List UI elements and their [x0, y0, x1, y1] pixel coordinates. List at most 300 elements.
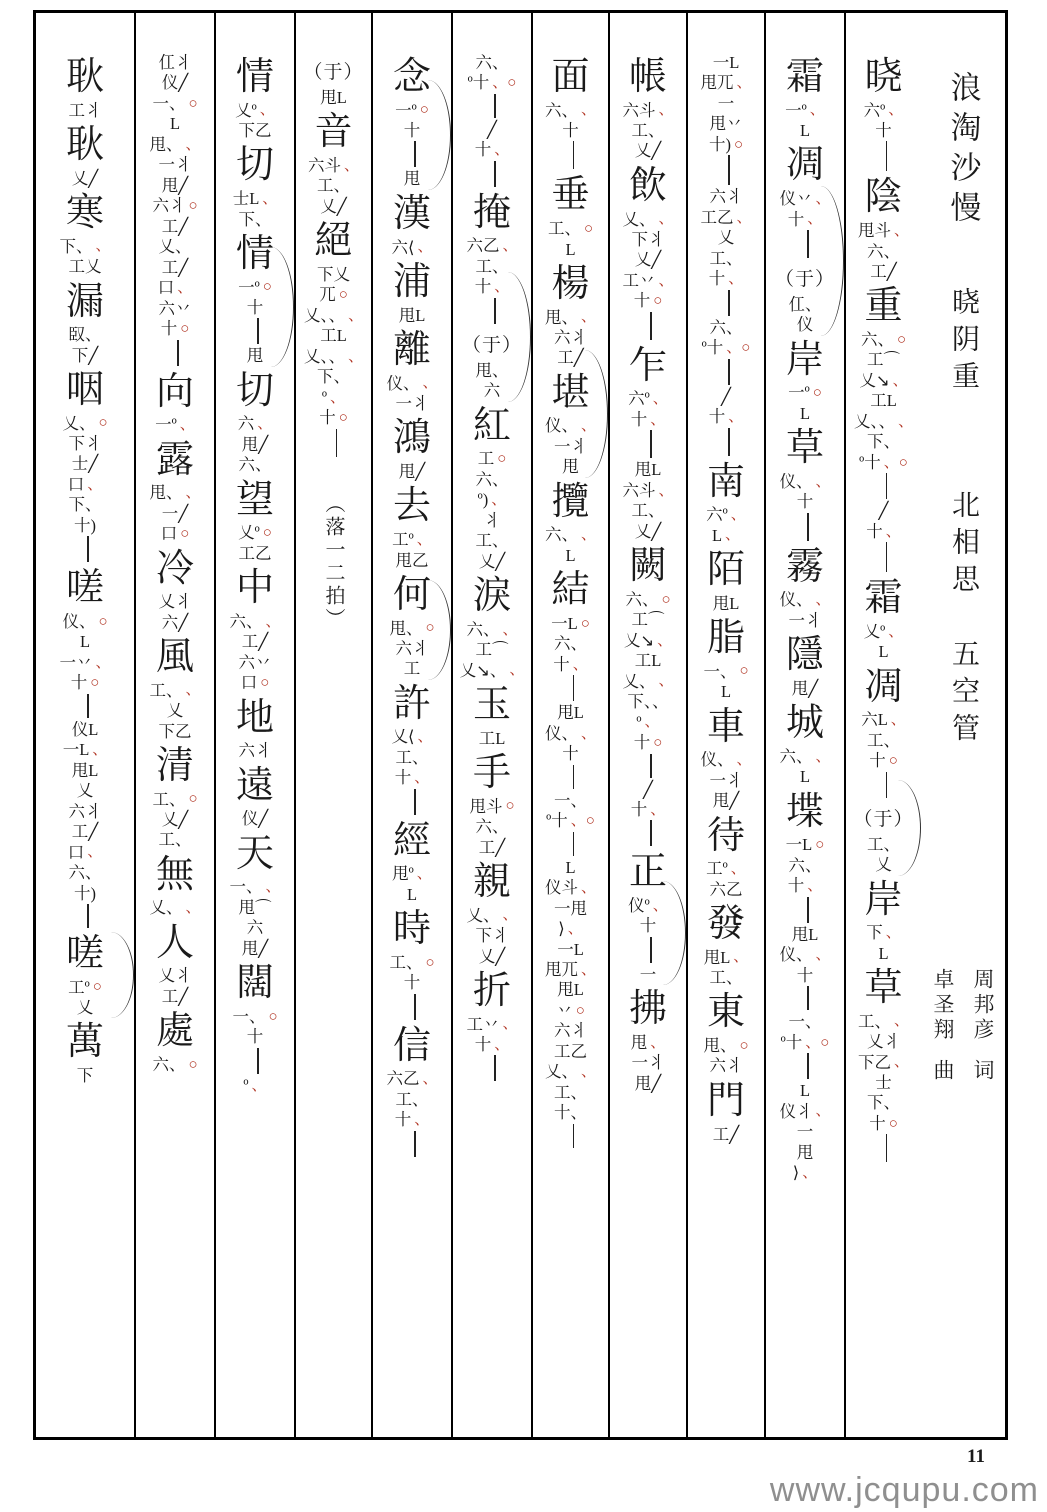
beat-mark: 、 — [893, 222, 909, 239]
notation-pitch: 六º — [628, 389, 650, 409]
notation-pitch: 仪º — [628, 895, 650, 915]
notation — [71, 674, 100, 692]
notation — [554, 900, 587, 918]
notation-pitch: 甩乙 — [395, 550, 429, 570]
notation — [476, 927, 509, 945]
notation-pitch: L — [878, 943, 889, 963]
lyric-char: 車 — [706, 705, 745, 748]
notation — [396, 552, 429, 570]
notation-pitch: 六、 — [229, 611, 263, 631]
notation — [69, 435, 102, 453]
lyric-char: 耿 — [65, 56, 104, 98]
lyric-char: 寒 — [65, 192, 104, 235]
notation-pitch: L — [799, 1081, 811, 1101]
beat-mark: 、 — [728, 408, 744, 425]
notation — [554, 1022, 587, 1040]
notation-pitch: 工、 — [631, 501, 665, 521]
notation — [395, 769, 430, 787]
lyric-char: 隱 — [785, 634, 824, 677]
notation-pitch: 十 — [633, 291, 651, 311]
notation — [854, 413, 913, 431]
notation — [779, 1103, 830, 1121]
notation — [396, 1091, 429, 1109]
notation — [702, 339, 751, 357]
beat-mark: ○ — [653, 734, 663, 751]
notation-pitch: 甩 — [562, 457, 579, 477]
notation — [475, 1036, 510, 1054]
notation-pitch: 十 — [869, 1113, 886, 1133]
notation-pitch: 乂 — [76, 781, 94, 801]
beat-mark: ○ — [180, 320, 190, 337]
notation — [62, 613, 107, 631]
notation — [161, 320, 190, 338]
lyric-char: 淚 — [472, 575, 511, 618]
notation — [149, 899, 200, 917]
notation-pitch: 工乙 — [700, 207, 734, 227]
notation-pitch: 六丬 — [554, 327, 587, 347]
notation — [476, 362, 509, 380]
notation — [861, 331, 906, 349]
beat-mark: 、 — [888, 623, 904, 640]
lyric-char: 手 — [472, 752, 511, 795]
beat-mark: ○ — [425, 954, 435, 971]
notation-pitch: 六、 — [625, 589, 659, 609]
notation-pitch: 六╱ — [161, 612, 189, 632]
notation — [77, 782, 94, 800]
notation-pitch: 下、 — [68, 495, 102, 515]
notation-pitch: 甩L — [71, 760, 99, 780]
beat-mark: 、 — [92, 742, 108, 759]
sustain-line — [336, 429, 338, 457]
notation-pitch: L — [878, 642, 889, 662]
notation-pitch: 一 — [717, 93, 735, 113]
notation-pitch: 工丷 — [622, 270, 656, 290]
notation-pitch: 一L — [62, 740, 90, 760]
notation-pitch: 仪、 — [544, 723, 578, 743]
notation — [709, 270, 744, 288]
notation — [554, 792, 587, 810]
lyric-char: 何 — [392, 573, 431, 616]
notation-pitch: 十 — [708, 407, 726, 427]
notation — [69, 864, 102, 882]
notation-pitch: 乂º — [235, 100, 257, 120]
notation-pitch: º — [321, 387, 328, 407]
notation-pitch: 工、 — [395, 747, 429, 767]
notation — [632, 611, 665, 629]
notation-pitch: 六 — [246, 918, 264, 938]
notation-pitch: 六、 — [788, 855, 822, 875]
notation — [479, 730, 506, 748]
notation-pitch: 甩º — [392, 864, 414, 884]
sustain-line — [886, 772, 888, 798]
notation — [779, 190, 830, 208]
notation-pitch: 十 — [866, 521, 883, 541]
notation — [239, 654, 272, 672]
sustain-line — [807, 513, 809, 541]
notation-pitch: 甩、 — [149, 483, 183, 503]
beat-mark: ○ — [98, 613, 108, 630]
notation-pitch: 甩L — [634, 460, 662, 480]
notation-pitch: 甩L — [320, 88, 347, 107]
beat-mark: 、 — [893, 1013, 909, 1030]
notation — [72, 347, 98, 365]
beat-mark: 、 — [348, 307, 364, 324]
notation — [399, 307, 426, 325]
beat-mark: 、 — [567, 920, 583, 937]
notation — [545, 102, 596, 120]
website-url: www.jcqupu.com — [769, 1471, 1039, 1509]
beat-mark: 、 — [658, 272, 674, 289]
notation-pitch: 六丬 — [554, 1021, 587, 1041]
beat-mark: ○ — [815, 837, 825, 854]
lyric-char: 門 — [706, 1079, 745, 1122]
notation — [468, 74, 517, 92]
notation-pitch: 六、 — [544, 100, 578, 120]
lyric-char: 遠 — [235, 764, 274, 807]
notation — [476, 818, 509, 836]
notation — [797, 1144, 814, 1162]
notation-pitch: 六、 — [68, 863, 102, 883]
notation — [565, 547, 575, 565]
notation-pitch: 甩、 — [389, 618, 423, 638]
notation-pitch: 甩╱ — [161, 175, 189, 195]
sustain-line — [807, 1053, 809, 1079]
notation — [553, 656, 588, 674]
notation — [786, 836, 825, 854]
notation-pitch: 十 — [630, 409, 648, 429]
beat-mark: 、 — [502, 238, 518, 255]
lyric-char: 念 — [392, 56, 431, 98]
beat-mark: 、 — [185, 136, 201, 153]
notation — [713, 595, 740, 613]
lyric-char: 闕 — [628, 545, 667, 588]
notation — [859, 454, 908, 472]
notation-pitch: 六丬 — [238, 741, 272, 761]
notation — [229, 613, 280, 631]
beat-mark: ○ — [338, 410, 348, 427]
col-3-nan-mo-zhi-che — [688, 13, 766, 1437]
beat-mark: 、 — [652, 391, 668, 408]
lyric-char: 向 — [155, 370, 194, 413]
lyric-char: 霜 — [864, 577, 903, 620]
notation — [797, 493, 814, 511]
notation-pitch: 十 — [869, 751, 886, 771]
notation — [858, 1054, 909, 1072]
col-7-nian-han-pu — [373, 13, 453, 1437]
notation — [545, 417, 596, 435]
notation-pitch: 乂丬 — [158, 592, 192, 612]
sustain-line — [807, 986, 809, 1010]
notation-pitch: 工、 — [389, 952, 423, 972]
lyric-char: 音 — [314, 111, 353, 154]
notation — [710, 188, 743, 206]
beat-mark: 、 — [728, 271, 744, 288]
beat-mark: ○ — [505, 798, 515, 815]
notation-pitch: 仪、 — [779, 945, 813, 965]
notation — [247, 919, 264, 937]
notation-pitch: 六º — [863, 100, 886, 120]
sustain-line — [87, 694, 89, 718]
notation-pitch: º — [243, 1075, 249, 1095]
notation — [466, 621, 517, 639]
lyric-char: 親 — [472, 861, 511, 904]
notation-pitch: 一、 — [554, 790, 587, 810]
notation-pitch: 乂╱ — [634, 250, 662, 270]
beat-mark: 、 — [502, 621, 518, 638]
notation — [242, 810, 268, 828]
notation-pitch: 工⌒ — [631, 610, 665, 630]
notation — [392, 728, 433, 746]
notation — [395, 1111, 430, 1129]
notation — [628, 897, 668, 915]
notation — [870, 392, 897, 410]
notation-pitch: 乂、、 — [853, 411, 896, 431]
notation — [562, 458, 579, 476]
notation-pitch: 一L — [557, 939, 584, 959]
notation — [69, 258, 102, 276]
notation-pitch: 甩L — [557, 980, 584, 1000]
notation-pitch: L — [720, 682, 732, 702]
annotation: （于） — [461, 334, 522, 356]
beat-mark: ○ — [653, 293, 663, 310]
beat-mark: 、 — [644, 714, 660, 731]
notation — [631, 801, 666, 819]
notation — [557, 981, 584, 999]
notation — [789, 1013, 822, 1031]
lyric-char: 人 — [155, 921, 194, 964]
notation-pitch: 六丬 — [68, 801, 102, 821]
beat-mark: 、 — [892, 372, 908, 389]
notation — [239, 211, 272, 229]
annotation: （于） — [853, 808, 914, 830]
beat-mark: 、 — [725, 527, 741, 544]
beat-mark: 、 — [265, 879, 281, 896]
notation-pitch: 十 — [708, 269, 726, 289]
notation-pitch: 甩╱ — [791, 678, 819, 698]
notation-pitch: 一º — [238, 277, 260, 297]
notation-pitch: 士╱ — [71, 454, 99, 474]
notation-pitch: 甩 — [403, 169, 421, 189]
notation — [238, 415, 273, 433]
notation — [712, 527, 740, 545]
notation-pitch: 一甩 — [554, 898, 587, 918]
notation — [159, 723, 192, 741]
beat-mark: 、 — [259, 102, 275, 119]
notation — [721, 388, 731, 406]
notation — [622, 272, 673, 290]
beat-mark: ○ — [739, 663, 749, 680]
col-4-zhang-yin-zha-que — [610, 13, 688, 1437]
first-line-label: 晓阴重 — [948, 287, 979, 398]
beat-mark: ○ — [583, 220, 594, 237]
notation — [779, 473, 830, 491]
beat-mark: 、 — [657, 632, 673, 649]
notation — [235, 102, 275, 120]
beat-mark: 、 — [580, 309, 596, 326]
notation — [396, 749, 429, 767]
notation-pitch: 一丬 — [554, 436, 587, 456]
notation — [149, 682, 200, 700]
notation-pitch: 工╱ — [712, 1124, 740, 1144]
beat-mark: 、 — [736, 75, 752, 92]
notation-pitch: 口 — [67, 474, 85, 494]
notation — [713, 54, 740, 72]
notation — [703, 663, 748, 681]
notation — [392, 531, 432, 549]
notation — [635, 523, 661, 541]
notation-pitch: 仪╱ — [241, 809, 269, 829]
notation — [238, 524, 272, 542]
notation-pitch: 甩丷 — [709, 114, 743, 134]
notation-pitch: 乂╱ — [320, 196, 347, 216]
notation-pitch: 工、 — [709, 968, 743, 987]
notation-pitch: 乂↘ — [859, 370, 890, 390]
composer-credit: 卓圣翔曲 — [931, 968, 955, 1084]
page-number: 11 — [967, 1446, 985, 1467]
notation — [170, 115, 180, 133]
notation-pitch: 十 — [630, 799, 648, 819]
sustain-line — [886, 1134, 888, 1162]
notation-pitch: 乂⟨ — [391, 727, 415, 747]
sustain-line — [414, 141, 416, 167]
notation — [404, 974, 421, 992]
notation — [864, 102, 904, 120]
sustain-line — [807, 897, 809, 923]
notation-pitch: 工L — [870, 391, 897, 411]
sustain-line — [886, 141, 888, 171]
col-8-yin-jue — [296, 13, 373, 1437]
notation — [320, 327, 347, 345]
beat-mark: 、 — [422, 1071, 438, 1088]
beat-mark: 、 — [885, 523, 901, 540]
notation — [700, 209, 751, 227]
notation — [557, 704, 584, 722]
notation — [554, 329, 587, 347]
notation — [386, 375, 437, 393]
notation — [247, 299, 264, 317]
beat-mark: 、 — [185, 682, 201, 699]
lyric-char: 乍 — [628, 344, 667, 387]
lyric-char: 漢 — [392, 192, 431, 235]
notation — [869, 752, 898, 770]
notation-pitch: 下丬 — [475, 926, 509, 946]
notation-pitch: 工╱ — [161, 986, 189, 1006]
lyric-char: 中 — [235, 567, 274, 610]
notation-pitch: 一、 — [232, 1006, 266, 1026]
notation — [545, 1063, 596, 1081]
notation — [152, 197, 197, 215]
notation — [460, 662, 525, 680]
notation-pitch: 工、 — [867, 730, 900, 750]
notation — [788, 384, 822, 402]
beat-mark: ○ — [419, 102, 429, 119]
notation — [710, 772, 743, 790]
notation — [718, 229, 735, 247]
notation — [72, 823, 98, 841]
notation — [624, 632, 672, 650]
beat-mark: ○ — [262, 279, 272, 296]
notation — [710, 250, 743, 268]
notation — [476, 471, 509, 489]
notation-pitch: 一、 — [152, 93, 186, 113]
beat-mark: 、○ — [805, 1034, 830, 1051]
beat-mark: 、 — [658, 673, 674, 690]
sustain-line — [650, 430, 652, 458]
notation-pitch: º) — [477, 490, 489, 510]
notation-pitch: 甩兀 — [700, 73, 734, 93]
beat-mark: 、 — [502, 907, 518, 924]
beat-mark: 、 — [733, 949, 749, 966]
beat-mark: 、 — [730, 506, 746, 523]
beat-mark: 、 — [572, 656, 588, 673]
notation-pitch: 工º — [392, 530, 414, 550]
notation — [74, 885, 96, 903]
lyric-char: 凋 — [864, 665, 903, 708]
beat-mark: 、 — [494, 142, 510, 159]
notation — [159, 593, 192, 611]
notation — [627, 693, 668, 711]
notation-pitch: 乂╱ — [478, 946, 506, 966]
beat-mark: 、 — [736, 209, 752, 226]
notation — [466, 1016, 517, 1034]
beat-mark: 、 — [414, 770, 430, 787]
notation-pitch: 下丬 — [68, 434, 102, 454]
notation — [69, 803, 102, 821]
notation — [709, 408, 744, 426]
notation-pitch: 仪斗 — [544, 878, 578, 898]
notation-pitch: 甩⌒ — [238, 897, 272, 917]
notation — [713, 792, 739, 810]
lyric-char: 萬 — [65, 1021, 104, 1064]
beat-mark: 、 — [807, 211, 823, 228]
notation — [476, 641, 509, 659]
notation-pitch: 甩╱ — [241, 938, 269, 958]
notation-pitch: L — [565, 239, 576, 259]
beat-mark: 、 — [650, 1034, 666, 1051]
beat-mark: 、 — [185, 484, 201, 501]
notation-pitch: 十 — [787, 876, 805, 896]
notation-pitch: 六、 — [475, 817, 509, 837]
notation — [392, 865, 432, 883]
notation-pitch: 下、 — [317, 367, 350, 387]
sustain-line — [494, 94, 496, 118]
beat-mark: 、 — [177, 279, 193, 296]
lyric-char: 闊 — [235, 962, 274, 1005]
lyric-char: 許 — [392, 682, 431, 725]
notation-pitch: 甩╱ — [634, 1073, 662, 1093]
beat-mark: 、 — [888, 102, 904, 119]
lyric-char: 耿 — [65, 124, 104, 167]
notation-pitch: 甩╱ — [712, 791, 740, 811]
lyric-char: 切 — [235, 369, 274, 412]
notation — [640, 917, 657, 935]
notation — [476, 258, 509, 276]
notation-pitch: 乂╱ — [71, 168, 99, 188]
sustain-line — [728, 290, 730, 316]
notation-pitch: 十 — [796, 965, 814, 985]
beat-mark: 、 — [580, 418, 596, 435]
lyric-char: 情 — [235, 232, 274, 275]
notation-pitch: 十 — [319, 408, 336, 428]
notation — [565, 241, 575, 259]
notation-pitch: 六、 — [475, 469, 509, 489]
notation — [797, 1123, 814, 1141]
lyric-char: 去 — [392, 485, 431, 528]
notation-pitch: 甩L — [398, 305, 426, 325]
notation — [159, 967, 192, 985]
beat-mark: 、 — [257, 416, 273, 433]
notation-pitch: 甩、 — [544, 307, 578, 327]
